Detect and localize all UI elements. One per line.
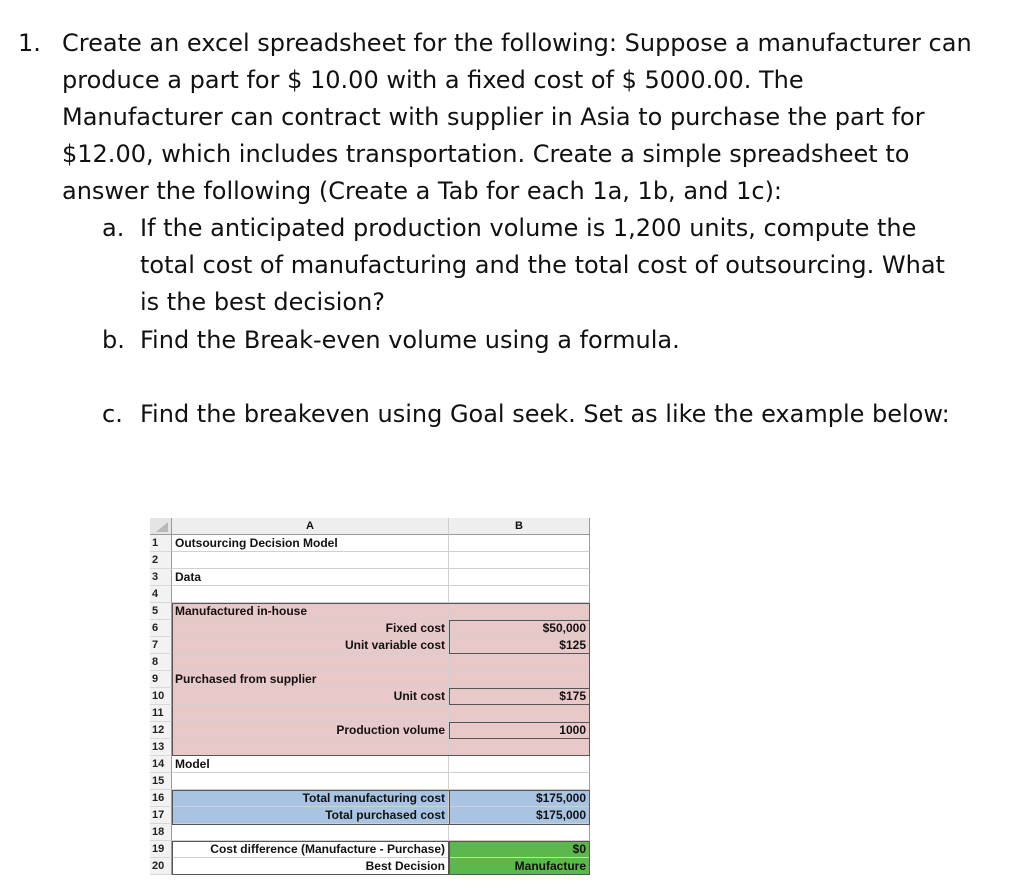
value-cost-difference: $0 [572,842,586,856]
row-number: 4 [150,586,172,603]
label-unit-cost: Unit cost [393,689,445,703]
part-b-letter: b. [102,326,125,354]
row-number: 17 [150,807,172,824]
sheet-row [150,807,590,824]
row-number: 14 [150,756,172,773]
question-line-2: produce a part for $ 10.00 with a fixed cost of $ 5000.00. The [62,66,804,94]
row-number: 3 [150,569,172,586]
label-production-volume: Production volume [336,723,445,737]
row-number: 10 [150,688,172,705]
sheet-row [150,620,590,637]
label-manufactured-in-house: Manufactured in-house [175,604,308,618]
value-total-manufacturing-cost: $175,000 [535,791,586,805]
part-c-letter: c. [102,400,123,428]
section-label-data: Data [175,570,202,584]
row-number: 15 [150,773,172,790]
sheet-row [150,552,590,569]
value-unit-cost: $175 [559,689,586,703]
row-number: 20 [150,858,172,875]
label-unit-variable-cost: Unit variable cost [344,638,445,652]
label-fixed-cost: Fixed cost [385,621,445,635]
sheet-row [150,705,590,722]
row-number: 19 [150,841,172,858]
spreadsheet-example [150,518,590,880]
label-total-manufacturing-cost: Total manufacturing cost [302,791,445,805]
select-all-corner [150,518,172,535]
sheet-row [150,654,590,671]
part-a-line-1: If the anticipated production volume is 1,200 units, compute the [140,214,917,242]
column-header-b: B [449,518,590,535]
question-number: 1. [18,29,41,57]
sheet-row [150,569,590,586]
row-number: 5 [150,603,172,620]
value-production-volume: 1000 [559,723,586,737]
label-cost-difference: Cost difference (Manufacture - Purchase) [210,842,445,856]
column-header-a: A [172,518,449,535]
sheet-row [150,824,590,841]
label-best-decision: Best Decision [365,859,445,873]
sheet-row [150,739,590,756]
row-number: 13 [150,739,172,756]
value-best-decision: Manufacture [514,859,586,873]
sheet-row [150,671,590,688]
row-number: 2 [150,552,172,569]
sheet-row [150,841,590,858]
sheet-row [150,688,590,705]
sheet-row [150,603,590,620]
row-number: 12 [150,722,172,739]
sheet-row [150,535,590,552]
part-c-line-1: Find the breakeven using Goal seek. Set as like the example below: [140,400,950,428]
part-a-line-3: is the best decision? [140,288,386,316]
row-number: 6 [150,620,172,637]
value-unit-variable-cost: $125 [559,638,586,652]
section-label-model: Model [175,757,210,771]
row-number: 7 [150,637,172,654]
sheet-row [150,858,590,875]
sheet-row [150,637,590,654]
row-number: 1 [150,535,172,552]
sheet-title: Outsourcing Decision Model [175,536,338,550]
sheet-row [150,790,590,807]
row-number: 16 [150,790,172,807]
value-total-purchased-cost: $175,000 [535,808,586,822]
question-line-4: $12.00, which includes transportation. Create a simple spreadsheet to [62,140,910,168]
sheet-row [150,586,590,603]
value-fixed-cost: $50,000 [542,621,586,635]
sheet-row [150,756,590,773]
question-line-3: Manufacturer can contract with supplier in Asia to purchase the part for [62,103,925,131]
row-number: 9 [150,671,172,688]
label-purchased-from-supplier: Purchased from supplier [175,672,317,686]
part-a-line-2: total cost of manufacturing and the total cost of outsourcing. What [140,251,945,279]
row-number: 18 [150,824,172,841]
row-number: 11 [150,705,172,722]
column-header-row [150,518,590,535]
sheet-row [150,722,590,739]
label-total-purchased-cost: Total purchased cost [325,808,445,822]
question-line-1: Create an excel spreadsheet for the following: Suppose a manufacturer can [62,29,972,57]
part-b-line-1: Find the Break-even volume using a formula. [140,326,680,354]
question-line-5: answer the following (Create a Tab for each 1a, 1b, and 1c): [62,177,783,205]
row-number: 8 [150,654,172,671]
sheet-row [150,773,590,790]
part-a-letter: a. [102,214,125,242]
